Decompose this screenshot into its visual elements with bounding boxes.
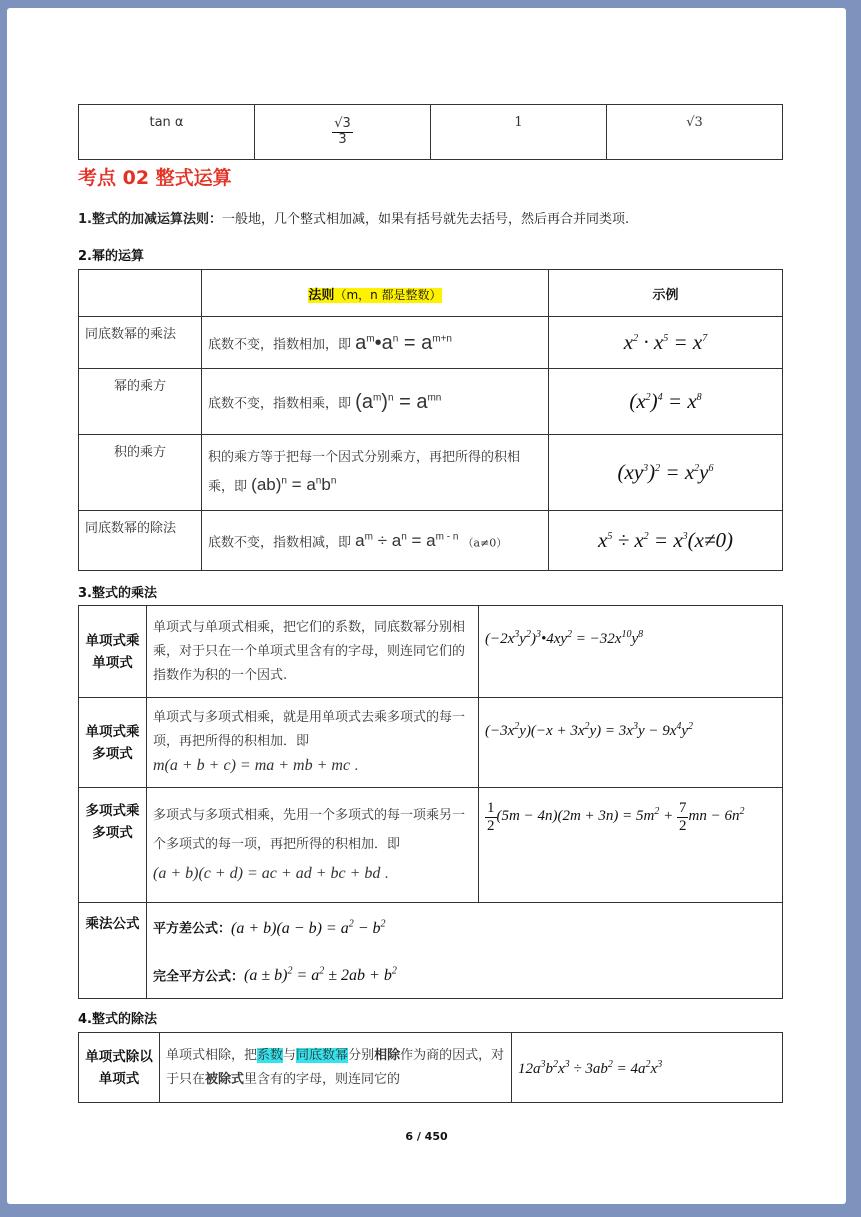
mult-row-desc: 单项式与单项式相乘，把它们的系数，同底数幂分别相乘，对于只在一个单项式里含有的字母，则连同它们的指数作为积的一个因式. [147,606,479,698]
difference-of-squares: 平方差公式：$(a + b)(a - b) = a^2 - b^2$ [153,918,386,937]
power-table [78,269,783,571]
mult-row-name: 乘法公式 [79,903,147,999]
example-header: 示例 [549,270,783,317]
multiplication-table [78,605,783,999]
power-row-name: 同底数幂的乘法 [79,317,202,369]
s4-label: 4.整式的除法 [78,1012,157,1027]
division-row-example: $12a^3b^2x^3 \div 3ab^2 = 4a^2x^3$ [512,1033,783,1103]
power-row-rule: 底数不变，指数相乘，即 $(a^m)^n = a^{mn}$ [202,369,549,435]
section-title: 考点 02 整式运算 [78,167,232,189]
power-row-rule: 底数不变，指数相加，即 $a^m•a^n = a^{m+n}$ [202,317,549,369]
s1-label: 1.整式的加减运算法则： [78,212,222,227]
s1-text: 一般地，几个整式相加减，如果有括号就先去括号，然后再合并同类项. [221,212,630,227]
tan-45-value: 1 [431,105,607,160]
power-row-name: 同底数幂的除法 [79,511,202,571]
division-row-desc: 单项式相除，把系数与同底数幂分别相除作为商的因式，对于只在被除式里含有的字母，则连同它的 [160,1033,512,1103]
mult-row-name: 多项式乘多项式 [79,788,147,903]
mult-row-example: $(-2x^3y^2)^3•4xy^2 = -32x^{10}y^8$ [479,606,783,698]
perfect-square: 完全平方公式：$(a \pm b)^2 = a^2 \pm 2ab + b^2$ [153,965,397,984]
trig-table [78,104,783,160]
page-number: 6 / 450 [405,1130,448,1143]
multiplication-formulas [147,903,783,999]
power-row-rule: 积的乘方等于把每一个因式分别乘方，再把所得的积相乘，即 $(ab)^n = a^nb^n$ [202,435,549,511]
rule-header: 法则（m，n 都是整数） [202,270,549,317]
mult-row-example: $(-3x^2y)(-x + 3x^2y) = 3x^3y - 9x^4y^2$ [479,698,783,788]
power-row-example: $(x^2)^4 = x^8$ [549,369,783,435]
s3-label: 3.整式的乘法 [78,586,157,601]
power-row-name: 积的乘方 [79,435,202,511]
tan-60-value: √3 [607,105,783,160]
power-row-name: 幂的乘方 [79,369,202,435]
document-page [7,8,846,1204]
mult-row-name: 单项式乘单项式 [79,606,147,698]
power-row-example: $x^2 \cdot x^5 = x^7$ [549,317,783,369]
tan-30-value: $\frac{√3}{3}$ [255,105,431,160]
mult-row-desc: 多项式与多项式相乘，先用一个多项式的每一项乘另一个多项式的每一项，再把所得的积相加．即 (a + b)(c + d) = ac + ad + bc + bd . [147,788,479,903]
s1-line [78,208,629,232]
power-row-example: $x^5 \div x^2 = x^3(x\ne 0)$ [549,511,783,571]
division-row-name: 单项式除以单项式 [79,1033,160,1103]
power-row-rule: 底数不变，指数相减，即 $a^m \div a^n = a^{m - n}$ （a≠0） [202,511,549,571]
mult-row-desc: 单项式与多项式相乘，就是用单项式去乘多项式的每一项，再把所得的积相加．即 m(a + b + c) = ma + mb + mc . [147,698,479,788]
mult-row-example: $\frac{1}{2}(5m - 4n)(2m + 3n) = 5m^2$ + $\frac{7}{2}mn - 6n^2$ [479,788,783,903]
mult-row-name: 单项式乘多项式 [79,698,147,788]
s2-label: 2.幂的运算 [78,249,144,264]
division-table [78,1032,783,1103]
trig-label: tan α [79,105,255,160]
power-row-example: $(xy^3)^2 = x^2y^6$ [549,435,783,511]
